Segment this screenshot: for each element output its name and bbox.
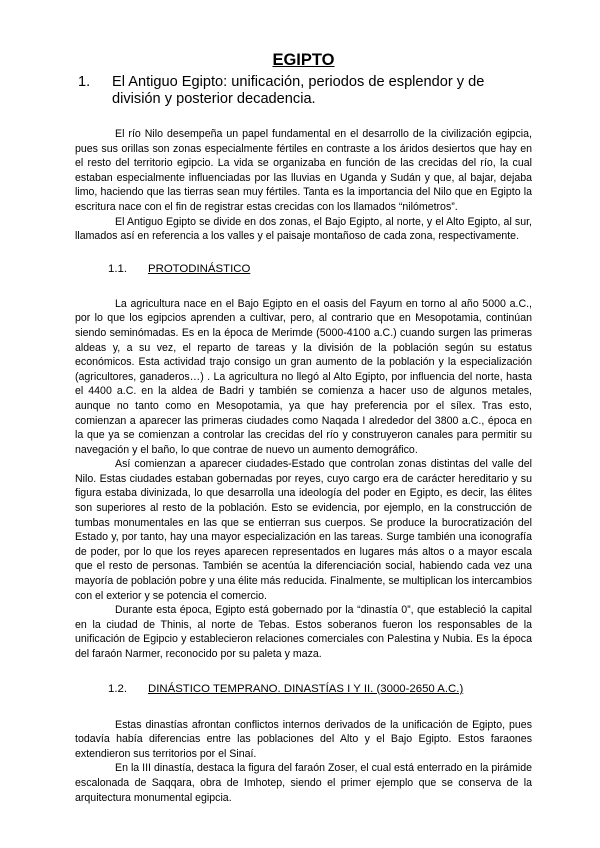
section-1-1-body (75, 297, 532, 662)
section-1-2-body (75, 718, 532, 806)
paragraph: Durante esta época, Egipto está gobernado por la “dinastía 0”, que estableció la capital en la ciudad de Thinis, al norte de Tebas. Estos soberanos fueron los responsables de la unificación de Egipcio y establecieron relaciones comerciales con Palestina y Nubia. Es la época del faraón Narmer, reconocido por su paleta y maza. (75, 604, 532, 660)
document-title: EGIPTO (272, 51, 335, 69)
section-1-heading (75, 74, 532, 108)
section-1-2-heading (108, 682, 532, 696)
section-1-2-number: 1.2. (108, 682, 127, 695)
paragraph: En la III dinastía, destaca la figura del faraón Zoser, el cual está enterrado en la pirámide escalonada de Saqqara, obra de Imhotep, siendo el primer ejemplo que se conserva de la arquitectura monumental egipcia. (75, 762, 532, 804)
paragraph: El Antiguo Egipto se divide en dos zonas, el Bajo Egipto, al norte, y el Alto Egipto, al sur, llamados así en referencia a los valles y el paisaje montañoso de cada zona, respectivamente. (75, 215, 532, 243)
section-1-2-title: DINÁSTICO TEMPRANO. DINASTÍAS I Y II. (3000-2650 A.C.) (148, 682, 464, 695)
paragraph: La agricultura nace en el Bajo Egipto en el oasis del Fayum en torno al año 5000 a.C., por lo que los egipcios aprenden a cultivar, pero, al contrario que en Mesopotamia, continúan siendo seminómadas. Es en la época de Merimde (5000-4100 a.C.) cuando surgen las primeras aldeas y, a su vez, el reparto de tareas y la división de la población según su estatus económicos. Esta actividad trajo consigo un gran aumento de la población y la especialización (agricultores, ganaderos…) . La agricultura no llegó al Alto Egipto, por influencia del norte, hasta el 4400 a.C. en la aldea de Badri y también se comienza a hacer uso de algunos metales, aunque no tanto como en Mesopotamia, ya que hay preferencia por el sílex. Tras esto, comienzan a aparecer las primeras ciudades como Naqada I alrededor del 3800 a.C., época en la que ya se comienzan a controlar las crecidas del río y construyeron canales para permitir su navegación y el baño, lo que contrae de nuevo un aumento demográfico. (75, 297, 532, 456)
section-1-title: El Antiguo Egipto: unificación, periodos de esplendor y de división y posterior decadencia. (112, 74, 485, 107)
section-1-number: 1. (78, 74, 91, 90)
section-1-body (75, 127, 532, 244)
section-1-1-title: PROTODINÁSTICO (148, 262, 251, 275)
section-1-1-heading (108, 262, 532, 276)
paragraph: El río Nilo desempeña un papel fundamental en el desarrollo de la civilización egipcia, pues sus orillas son zonas especialmente fértiles en contraste a los áridos desiertos que hay en el resto del territorio egipcio. La vida se organizaba en función de las crecidas del río, la cual estaban especialmente influenciadas por las lluvias en Uganda y Sudán y que, al bajar, dejaba limo, haciendo que las tierras sean muy fértiles. Tanta es la importancia del Nilo que en Egipto la escritura nace con el fin de registrar estas crecidas con los llamados “nilómetros”. (75, 128, 532, 213)
paragraph: Estas dinastías afrontan conflictos internos derivados de la unificación de Egipto, pues todavía había diferencias entre las poblaciones del Alto y el Bajo Egipto. Estos faraones extendieron sus territorios por el Sinaí. (75, 718, 532, 760)
section-1-1-number: 1.1. (108, 262, 127, 275)
paragraph: Así comienzan a aparecer ciudades-Estado que controlan zonas distintas del valle del Nilo. Estas ciudades estaban gobernadas por reyes, cuyo cargo era de carácter hereditario y su figura estaba divinizada, lo que desarrolla una ideología del poder en Egipto, es decir, las élites son superiores al resto de la población. Esto se evidencia, por ejemplo, en la construcción de tumbas monumentales en las que se entierran sus cuerpos. Se produce la burocratización del Estado y, por tanto, hay una mayor especialización en las tareas. Surge también una iconografía de poder, por lo que los reyes aparecen representados en lugares más altos o a mayor escala que el resto de personas. También se acentúa la diferenciación social, habiendo cada vez una mayoría de población pobre y una élite más reducida. Finalmente, se multiplican los intercambios con el exterior y se potencia el comercio. (75, 458, 532, 602)
